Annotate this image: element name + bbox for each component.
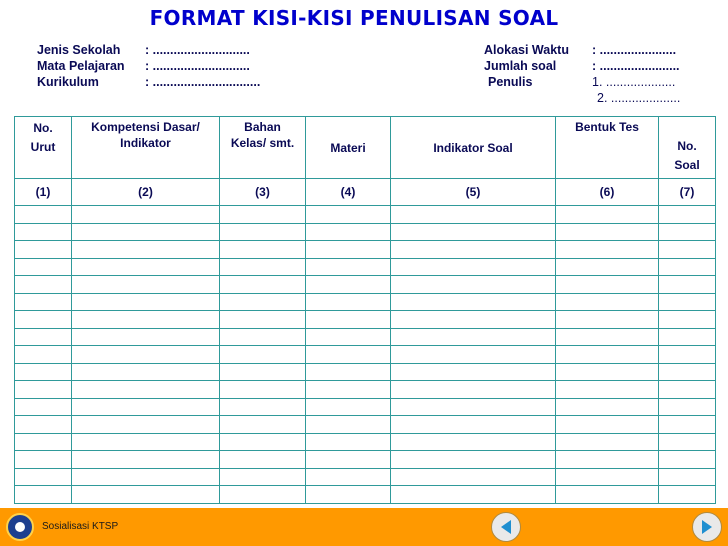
table-cell — [220, 433, 306, 451]
column-number: (1) — [15, 179, 72, 206]
table-cell — [15, 363, 72, 381]
table-body — [15, 206, 716, 504]
header-bahan-kelas: Bahan Kelas/ smt. — [220, 117, 306, 179]
table-cell — [220, 451, 306, 469]
table-cell — [15, 311, 72, 329]
table-row — [15, 241, 716, 259]
header-no-urut: No. Urut — [15, 117, 72, 179]
table-cell — [659, 416, 716, 434]
info-label: Kurikulum — [37, 75, 99, 89]
table-cell — [659, 433, 716, 451]
table-cell — [391, 486, 556, 504]
table-row — [15, 223, 716, 241]
table-row — [15, 486, 716, 504]
table-cell — [659, 346, 716, 364]
table-cell — [220, 206, 306, 224]
table-cell — [556, 486, 659, 504]
table-cell — [659, 276, 716, 294]
column-number: (3) — [220, 179, 306, 206]
table-cell — [220, 223, 306, 241]
table-cell — [391, 223, 556, 241]
table-cell — [556, 241, 659, 259]
header-bentuk-tes: Bentuk Tes — [556, 117, 659, 179]
table-cell — [72, 468, 220, 486]
table-row — [15, 206, 716, 224]
institution-logo — [6, 513, 34, 541]
kisi-kisi-table — [14, 116, 716, 504]
info-value: : ....................... — [592, 59, 680, 73]
table-cell — [15, 468, 72, 486]
table-row — [15, 381, 716, 399]
table-cell — [72, 398, 220, 416]
table-cell — [659, 398, 716, 416]
table-cell — [391, 468, 556, 486]
table-cell — [15, 206, 72, 224]
table-cell — [556, 293, 659, 311]
table-cell — [15, 328, 72, 346]
table-cell — [15, 416, 72, 434]
info-label: Mata Pelajaran — [37, 59, 125, 73]
table-cell — [220, 276, 306, 294]
table-cell — [659, 451, 716, 469]
info-value: : ............................ — [145, 59, 250, 73]
table-cell — [15, 381, 72, 399]
table-cell — [556, 433, 659, 451]
header-indikator-soal: Indikator Soal — [391, 117, 556, 179]
table-cell — [391, 433, 556, 451]
table-row — [15, 258, 716, 276]
column-number: (4) — [306, 179, 391, 206]
table-cell — [306, 346, 391, 364]
table-row — [15, 363, 716, 381]
info-row-jenis-sekolah — [37, 42, 260, 58]
info-value: : ............................ — [145, 43, 250, 57]
header-no-soal: No. Soal — [659, 117, 716, 179]
table-row — [15, 416, 716, 434]
table-row — [15, 311, 716, 329]
table-cell — [391, 258, 556, 276]
table-cell — [556, 223, 659, 241]
table-cell — [72, 451, 220, 469]
column-number: (2) — [72, 179, 220, 206]
table-cell — [306, 258, 391, 276]
table-cell — [556, 276, 659, 294]
table-cell — [306, 398, 391, 416]
table-cell — [72, 486, 220, 504]
table-cell — [659, 311, 716, 329]
table-cell — [220, 416, 306, 434]
table-cell — [556, 398, 659, 416]
table-cell — [556, 311, 659, 329]
table-cell — [220, 328, 306, 346]
table-cell — [306, 433, 391, 451]
identity-info-right — [484, 42, 680, 106]
table-cell — [15, 486, 72, 504]
info-label: Jumlah soal — [484, 59, 557, 73]
table-row — [15, 293, 716, 311]
table-cell — [391, 398, 556, 416]
table-cell — [220, 346, 306, 364]
table-cell — [220, 241, 306, 259]
table-row — [15, 451, 716, 469]
table-cell — [306, 223, 391, 241]
table-row — [15, 468, 716, 486]
table-cell — [556, 206, 659, 224]
table-cell — [659, 486, 716, 504]
table-cell — [306, 241, 391, 259]
info-value: : ...................... — [592, 43, 677, 57]
table-cell — [72, 206, 220, 224]
header-materi: Materi — [306, 117, 391, 179]
table-cell — [220, 398, 306, 416]
table-cell — [391, 363, 556, 381]
table-cell — [659, 258, 716, 276]
table-cell — [15, 346, 72, 364]
info-label: Alokasi Waktu — [484, 43, 569, 57]
table-cell — [556, 258, 659, 276]
table-cell — [15, 293, 72, 311]
info-row-alokasi-waktu — [484, 42, 680, 58]
info-row-jumlah-soal — [484, 58, 680, 74]
table-cell — [15, 398, 72, 416]
table-cell — [220, 486, 306, 504]
table-cell — [391, 416, 556, 434]
info-row-kurikulum — [37, 74, 260, 90]
table-cell — [659, 223, 716, 241]
table-cell — [15, 258, 72, 276]
table-cell — [306, 468, 391, 486]
table-cell — [220, 293, 306, 311]
table-row — [15, 276, 716, 294]
table-cell — [391, 381, 556, 399]
table-cell — [659, 381, 716, 399]
table-cell — [556, 346, 659, 364]
table-cell — [306, 293, 391, 311]
table-cell — [72, 416, 220, 434]
info-value: : ............................... — [145, 75, 261, 89]
table-cell — [306, 328, 391, 346]
table-cell — [220, 381, 306, 399]
table-cell — [391, 206, 556, 224]
table-cell — [306, 451, 391, 469]
header-kompetensi-dasar: Kompetensi Dasar/ Indikator — [72, 117, 220, 179]
page-title: FORMAT KISI-KISI PENULISAN SOAL — [149, 6, 559, 30]
table-cell — [556, 416, 659, 434]
table-cell — [659, 241, 716, 259]
table-cell — [306, 486, 391, 504]
table-cell — [659, 206, 716, 224]
triangle-left-icon — [499, 519, 513, 535]
column-number-row — [15, 179, 716, 206]
column-number: (7) — [659, 179, 716, 206]
table-cell — [391, 328, 556, 346]
table-cell — [391, 451, 556, 469]
table-cell — [15, 241, 72, 259]
table-cell — [72, 276, 220, 294]
info-label: Jenis Sekolah — [37, 43, 121, 57]
column-number: (6) — [556, 179, 659, 206]
table-cell — [391, 276, 556, 294]
table-cell — [556, 381, 659, 399]
table-cell — [556, 468, 659, 486]
table-cell — [72, 258, 220, 276]
triangle-right-icon — [700, 519, 714, 535]
table-cell — [72, 328, 220, 346]
table-cell — [556, 328, 659, 346]
table-cell — [15, 451, 72, 469]
table-row — [15, 433, 716, 451]
table-cell — [556, 451, 659, 469]
table-cell — [72, 346, 220, 364]
table-cell — [72, 223, 220, 241]
table-cell — [306, 381, 391, 399]
table-cell — [659, 293, 716, 311]
footer-bar — [0, 508, 728, 546]
table-cell — [220, 258, 306, 276]
next-slide-button[interactable] — [692, 512, 722, 542]
table-header-row — [15, 117, 716, 179]
identity-info-left — [37, 42, 260, 90]
table-cell — [15, 433, 72, 451]
table-cell — [556, 363, 659, 381]
table-cell — [391, 241, 556, 259]
table-cell — [220, 363, 306, 381]
info-row-penulis — [484, 74, 680, 90]
table-cell — [659, 328, 716, 346]
table-cell — [391, 311, 556, 329]
info-label: Penulis — [488, 75, 533, 89]
previous-slide-button[interactable] — [491, 512, 521, 542]
table-cell — [72, 293, 220, 311]
table-row — [15, 328, 716, 346]
table-cell — [15, 223, 72, 241]
footer-text: Sosialisasi KTSP — [42, 521, 119, 532]
table-row — [15, 398, 716, 416]
column-number: (5) — [391, 179, 556, 206]
table-cell — [659, 468, 716, 486]
info-penulis-2: 2. .................... — [597, 91, 681, 105]
table-cell — [72, 433, 220, 451]
table-cell — [72, 381, 220, 399]
table-cell — [72, 241, 220, 259]
table-row — [15, 346, 716, 364]
info-row-mata-pelajaran — [37, 58, 260, 74]
table-cell — [220, 468, 306, 486]
table-cell — [306, 206, 391, 224]
info-value: 1. .................... — [592, 75, 676, 89]
table-cell — [15, 276, 72, 294]
table-cell — [72, 311, 220, 329]
table-cell — [306, 416, 391, 434]
table-cell — [306, 363, 391, 381]
table-cell — [391, 293, 556, 311]
table-cell — [391, 346, 556, 364]
table-cell — [306, 311, 391, 329]
table-cell — [220, 311, 306, 329]
table-cell — [306, 276, 391, 294]
table-cell — [72, 363, 220, 381]
table-cell — [659, 363, 716, 381]
